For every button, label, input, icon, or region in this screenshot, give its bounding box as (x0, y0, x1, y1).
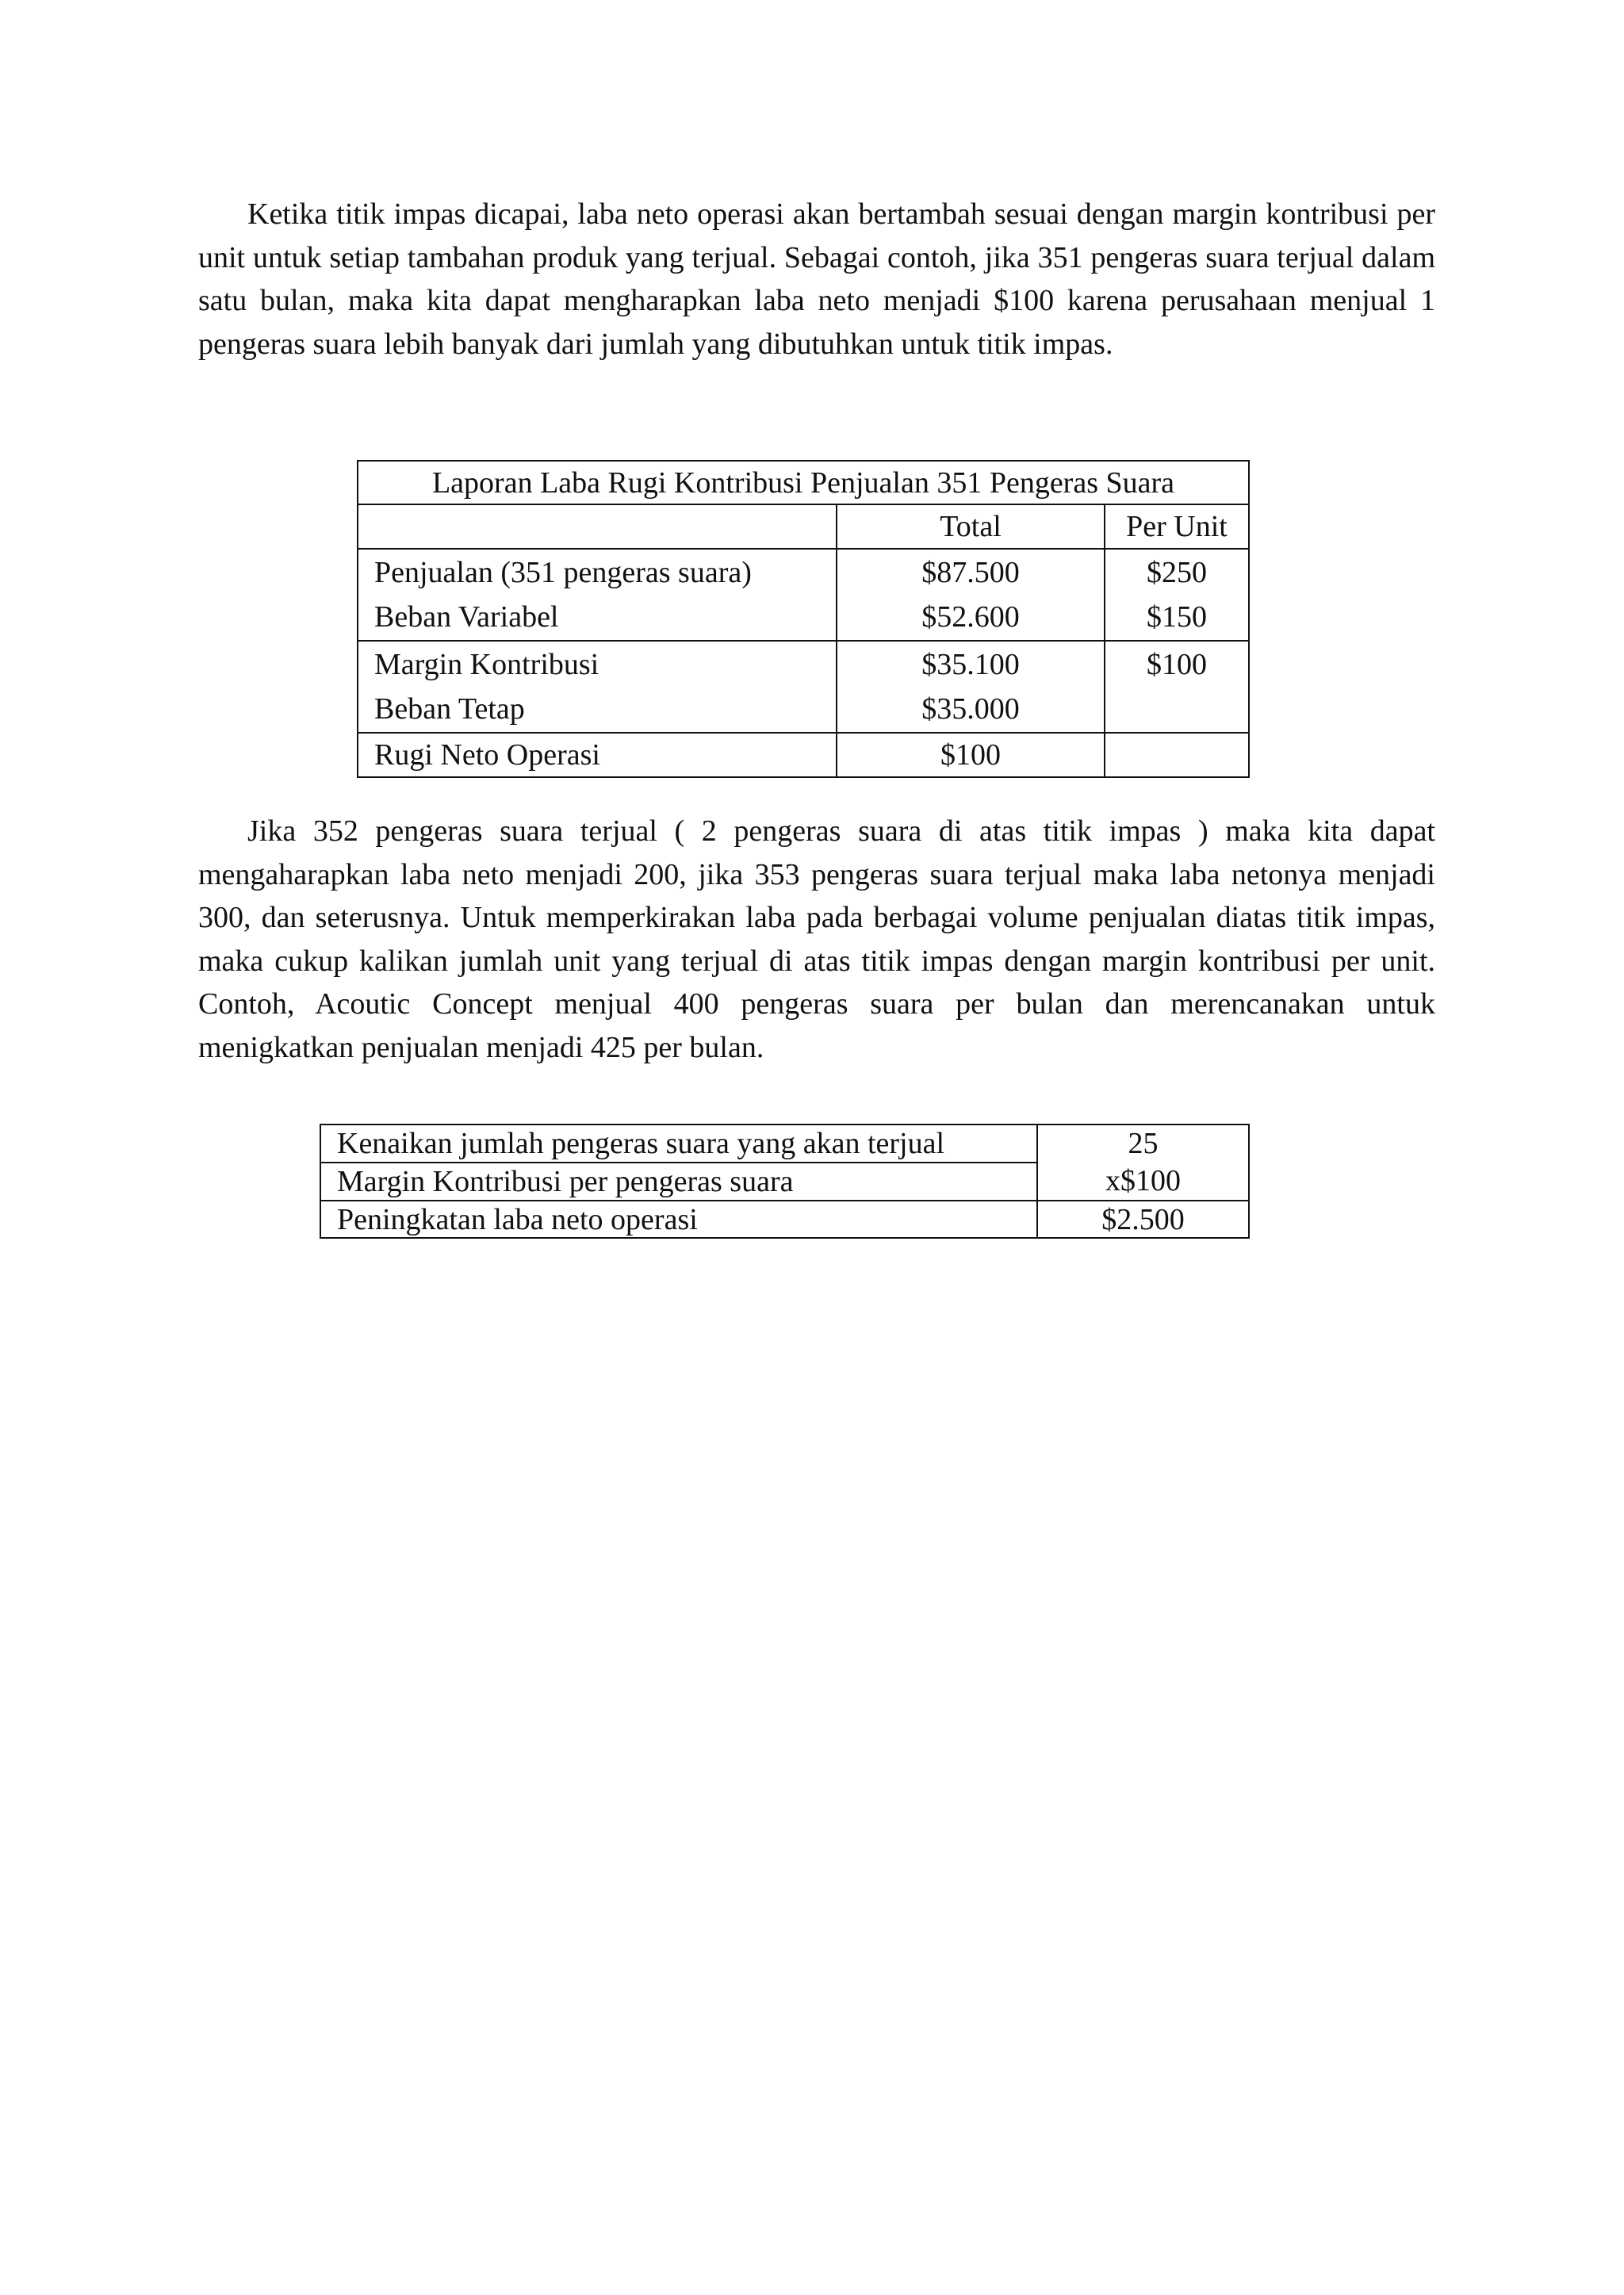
row-label-sales: Penjualan (351 pengeras suara) (374, 556, 752, 589)
net-operating-loss-per-unit (1105, 733, 1249, 777)
row-label-net-operating-loss: Rugi Neto Operasi (358, 733, 837, 777)
row-per-units (1105, 641, 1249, 733)
contribution-income-statement-table (357, 460, 1250, 778)
table-row (320, 1125, 1249, 1163)
row-label-fixed-cost: Beban Tetap (374, 692, 525, 726)
row-label-unit-increase: Kenaikan jumlah pengeras suara yang akan terjual (320, 1125, 1037, 1163)
row-per-units (1105, 549, 1249, 641)
table-title: Laporan Laba Rugi Kontribusi Penjualan 351 Pengeras Suara (358, 461, 1249, 504)
contribution-margin-per-unit: $100 (1147, 648, 1207, 681)
profit-increase-value: $2.500 (1037, 1201, 1249, 1238)
row-label-contribution-margin: Margin Kontribusi (374, 648, 599, 681)
row-totals (837, 549, 1105, 641)
row-label-profit-increase: Peningkatan laba neto operasi (320, 1201, 1037, 1238)
variable-cost-per-unit: $150 (1147, 600, 1207, 634)
variable-cost-total: $52.600 (921, 600, 1020, 634)
header-item (358, 504, 837, 549)
table-row-group-margin (358, 641, 1249, 733)
paragraph-break-even-profit: Ketika titik impas dicapai, laba neto operasi akan bertambah sesuai dengan margin kontribusi per unit untuk setiap tambahan produk yang terjual. Sebagai contoh, jika 351 pengeras suara terjual dalam satu bulan, maka kita dapat mengharapkan laba neto menjadi $100 karena perusahaan menjual 1 pengeras suara lebih banyak dari jumlah yang dibutuhkan untuk titik impas. (198, 197, 1435, 361)
contribution-margin-value: x$100 (1105, 1164, 1181, 1197)
table-row-group-sales (358, 549, 1249, 641)
table-row-net-loss (358, 733, 1249, 777)
table-header-row (358, 504, 1249, 549)
table-row (320, 1201, 1249, 1238)
header-total: Total (837, 504, 1105, 549)
paragraph-profit-projection: Jika 352 pengeras suara terjual ( 2 pengeras suara di atas titik impas ) maka kita dapat mengaharapkan laba neto menjadi 200, jika 353 pengeras suara terjual maka laba netonya menjadi 300, dan seterusnya. Untuk memperkirakan laba pada berbagai volume penjualan diatas titik impas, maka cukup kalikan jumlah unit yang terjual di atas titik impas dengan margin kontribusi per unit. Contoh, Acoutic Concept menjual 400 pengeras suara per bulan dan merencanakan untuk menigkatkan penjualan menjadi 425 per bulan. (198, 814, 1435, 1064)
fixed-cost-per-unit (1121, 687, 1232, 731)
profit-increase-table (320, 1124, 1250, 1239)
row-labels (358, 641, 837, 733)
row-totals (837, 641, 1105, 733)
row-values-merged (1037, 1125, 1249, 1201)
net-operating-loss-total: $100 (837, 733, 1105, 777)
fixed-cost-total: $35.000 (921, 692, 1020, 726)
row-label-variable-cost: Beban Variabel (374, 600, 559, 634)
unit-increase-value: 25 (1128, 1127, 1159, 1160)
row-labels (358, 549, 837, 641)
sales-per-unit: $250 (1147, 556, 1207, 589)
row-label-contribution-margin-per-unit: Margin Kontribusi per pengeras suara (320, 1163, 1037, 1201)
sales-total: $87.500 (921, 556, 1020, 589)
table-title-row (358, 461, 1249, 504)
contribution-margin-total: $35.100 (921, 648, 1020, 681)
header-per-unit: Per Unit (1105, 504, 1249, 549)
